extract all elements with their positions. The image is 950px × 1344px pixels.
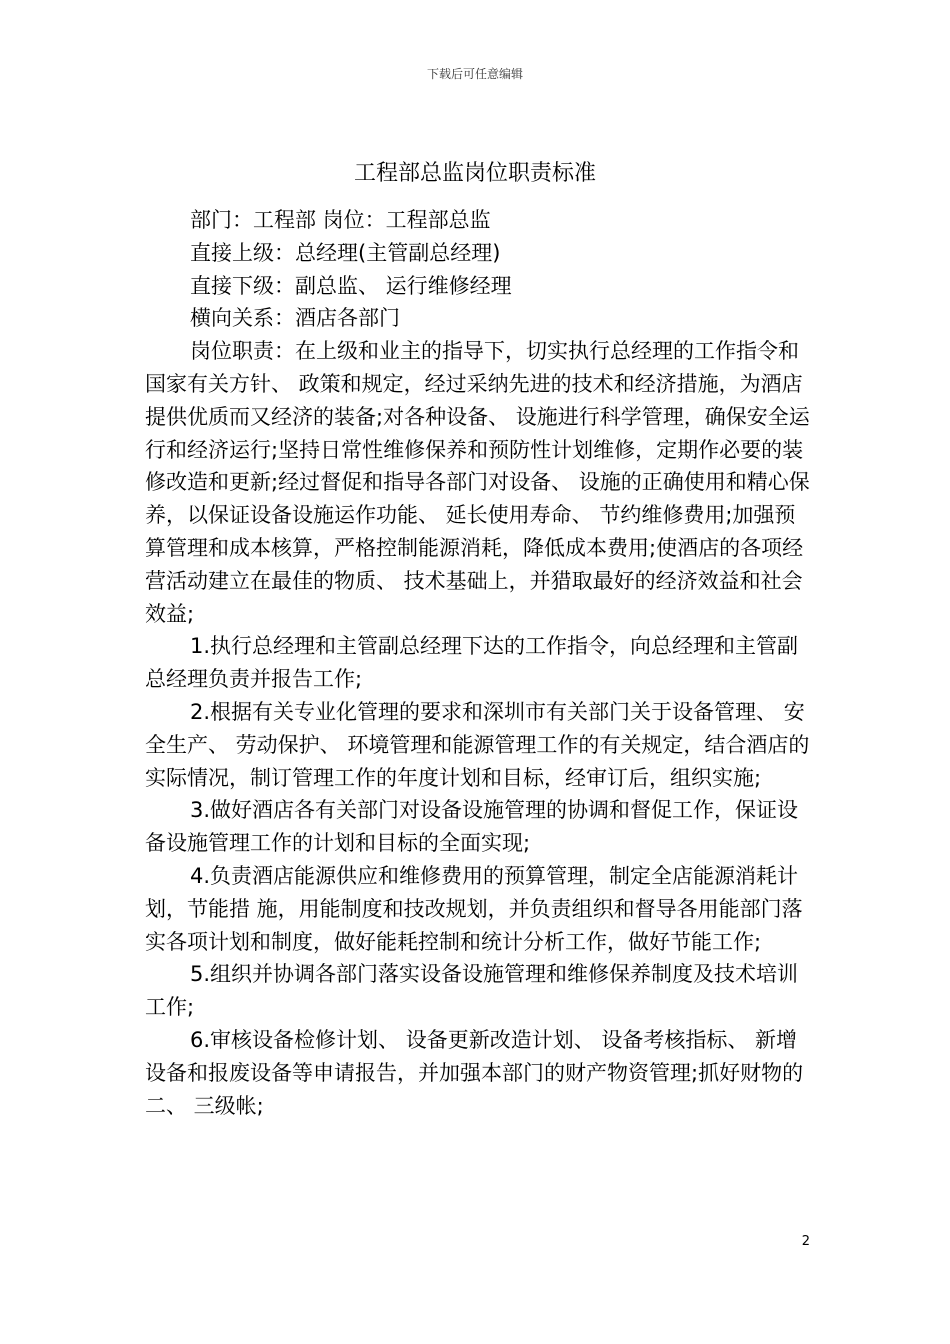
duty-item-3: 3.做好酒店各有关部门对设备设施管理的协调和督促工作，保证设备设施管理工作的计划和目标的全面实现; xyxy=(145,798,799,856)
field-lateral: 横向关系：酒店各部门 xyxy=(190,306,400,331)
duty-item-2: 2.根据有关专业化管理的要求和深圳市有关部门关于设备管理、 安全生产、 劳动保护、 环境管理和能源管理工作的有关规定，结合酒店的实际情况，制订管理工作的年度计划和目标，经审订后，组织实施; xyxy=(145,699,810,790)
field-department: 部门：工程部 岗位：工程部总监 xyxy=(190,208,491,232)
field-subordinate: 直接下级：副总监、 运行维修经理 xyxy=(190,273,512,298)
duties-intro: 岗位职责：在上级和业主的指导下，切实执行总经理的工作指令和国家有关方针、 政策和规定，经过采纳先进的技术和经济措施，为酒店提供优质而又经济的装备;对各种设备、 设施进行科学管理，确保安全运行和经济运行;坚持日常性维修保养和预防性计划维修，定期作必要的装修改造和更新;经过督促和指导各部门对设备、 设施的正确使用和精心保养，以保证设备设施运作功能、 延长使用寿命、 节约维修费用;加强预算管理和成本核算，严格控制能源消耗，降低成本费用;使酒店的各项经营活动建立在最佳的物质、 技术基础上，并猎取最好的经济效益和社会效益; xyxy=(145,339,810,626)
document-body xyxy=(145,204,815,1122)
header-note: 下载后可任意编辑 xyxy=(426,67,523,81)
duty-item-1: 1.执行总经理和主管副总经理下达的工作指令，向总经理和主管副总经理负责并报告工作; xyxy=(145,634,799,692)
document-title: 工程部总监岗位职责标准 xyxy=(353,161,596,186)
duty-item-4: 4.负责酒店能源供应和维修费用的预算管理，制定全店能源消耗计划，节能措 施，用能制度和技改规划，并负责组织和督导各用能部门落实各项计划和制度，做好能耗控制和统计分析工作，做好节能工作; xyxy=(145,863,803,954)
duty-item-6: 6.审核设备检修计划、 设备更新改造计划、 设备考核指标、 新增设备和报废设备等申请报告，并加强本部门的财产物资管理;抓好财物的二、 三级帐; xyxy=(145,1027,804,1118)
field-superior: 直接上级：总经理(主管副总经理) xyxy=(190,240,501,265)
duty-item-5: 5.组织并协调各部门落实设备设施管理和维修保养制度及技术培训工作; xyxy=(145,962,799,1020)
page-number: 2 xyxy=(801,1234,810,1249)
